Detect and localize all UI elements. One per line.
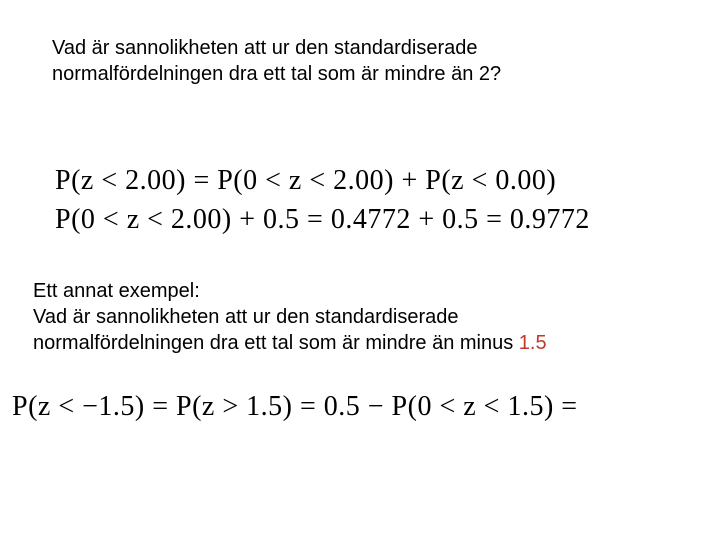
example-line-2 <box>33 330 693 356</box>
example-heading: Ett annat exempel: <box>33 280 200 302</box>
question-line-2: normalfördelningen dra ett tal som är mindre än 2? <box>52 63 502 85</box>
equation-3: P(z < −1.5) = P(z > 1.5) = 0.5 − P(0 < z < 1.5) = <box>12 391 578 422</box>
equation-2: P(0 < z < 2.00) + 0.5 = 0.4772 + 0.5 = 0.9772 <box>55 204 590 235</box>
question-line-1: Vad är sannolikheten att ur den standardiserade <box>52 37 478 59</box>
question-text <box>52 35 692 87</box>
example-text <box>33 278 693 356</box>
example-line-2-text: normalfördelningen dra ett tal som är mindre än minus <box>33 332 519 354</box>
example-highlight-value: 1.5 <box>518 332 547 354</box>
equation-1: P(z < 2.00) = P(0 < z < 2.00) + P(z < 0.00) <box>55 165 557 196</box>
example-line-1: Vad är sannolikheten att ur den standardiserade <box>33 306 459 328</box>
